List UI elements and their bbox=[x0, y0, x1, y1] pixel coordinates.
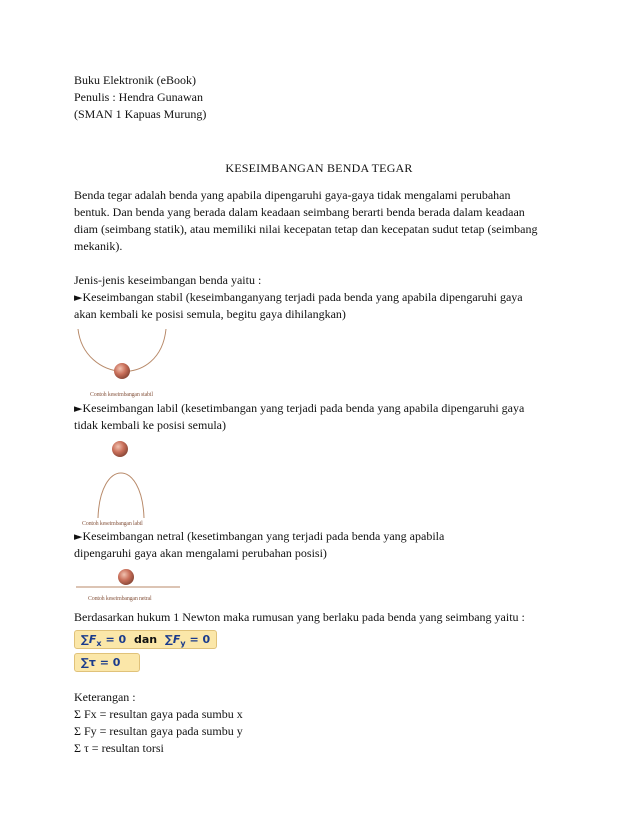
intro-line: diam (seimbang statik), atau memiliki nilai kecepatan tetap dan kecepatan sudut tetap (seimbang bbox=[74, 222, 538, 236]
stabil-text: Keseimbangan stabil (keseimbanganyang terjadi pada benda yang apabila dipengaruhi gaya bbox=[82, 290, 523, 304]
intro-line: bentuk. Dan benda yang berada dalam keadaan seimbang berarti benda berada dalam keadaan bbox=[74, 205, 525, 219]
page-title: KESEIMBANGAN BENDA TEGAR bbox=[225, 161, 413, 175]
stable-caption: Contoh keseimbangan stabil bbox=[90, 392, 153, 398]
header-book: Buku Elektronik (eBook) bbox=[74, 73, 196, 87]
keterangan-item: Σ τ = resultan torsi bbox=[74, 741, 164, 755]
intro-line: Benda tegar adalah benda yang apabila dipengaruhi gaya-gaya tidak mengalami perubahan bbox=[74, 188, 511, 202]
formula-block bbox=[74, 630, 564, 672]
labil-line2: tidak kembali ke posisi semula) bbox=[74, 418, 226, 432]
labile-hill-illustration bbox=[74, 440, 184, 526]
header-author: Penulis : Hendra Gunawan bbox=[74, 90, 203, 104]
ball-icon bbox=[112, 441, 128, 457]
sigma-symbol: ∑ bbox=[81, 633, 89, 646]
labile-figure bbox=[74, 440, 564, 526]
intro-line: mekanik). bbox=[74, 239, 123, 253]
netral-line1 bbox=[74, 528, 564, 545]
bullet-arrow-icon: ► bbox=[74, 530, 83, 543]
sigma-symbol: ∑ bbox=[164, 633, 173, 646]
bullet-arrow-icon: ► bbox=[74, 402, 83, 415]
netral-line2: dipengaruhi gaya akan mengalami perubahan posisi) bbox=[74, 546, 327, 560]
keterangan-item: Σ Fx = resultan gaya pada sumbu x bbox=[74, 707, 243, 721]
hill-curve bbox=[98, 473, 144, 518]
ball-icon bbox=[114, 363, 130, 379]
keterangan-item: Σ Fy = resultan gaya pada sumbu y bbox=[74, 724, 243, 738]
types-heading: Jenis-jenis keseimbangan benda yaitu : bbox=[74, 273, 262, 287]
keterangan-heading: Keterangan : bbox=[74, 690, 136, 704]
bullet-arrow-icon: ► bbox=[74, 291, 83, 304]
stabil-line1 bbox=[74, 289, 564, 306]
formula-torque-balance: ∑τ = 0 bbox=[74, 653, 140, 672]
document-page bbox=[74, 72, 564, 757]
header-school: (SMAN 1 Kapuas Murung) bbox=[74, 107, 207, 121]
stable-figure bbox=[74, 327, 564, 399]
netral-text: Keseimbangan netral (kesetimbangan yang terjadi pada benda yang apabila bbox=[82, 529, 445, 543]
newton-line: Berdasarkan hukum 1 Newton maka rumusan yang berlaku pada benda yang seimbang yaitu : bbox=[74, 610, 525, 624]
neutral-figure bbox=[74, 567, 564, 609]
neutral-caption: Contoh keseimbangan netral bbox=[88, 596, 152, 602]
labil-text: Keseimbangan labil (kesetimbangan yang terjadi pada benda yang apabila dipengaruhi gaya bbox=[82, 401, 525, 415]
intro-paragraph bbox=[74, 187, 564, 255]
ball-icon bbox=[118, 569, 134, 585]
labile-caption: Contoh keseimbangan labil bbox=[82, 521, 143, 527]
formula-force-balance: $\sum F_x = 0$ dan $\sum F_y = 0$ bbox=[74, 630, 217, 649]
stabil-line2: akan kembali ke posisi semula, begitu gaya dihilangkan) bbox=[74, 307, 346, 321]
